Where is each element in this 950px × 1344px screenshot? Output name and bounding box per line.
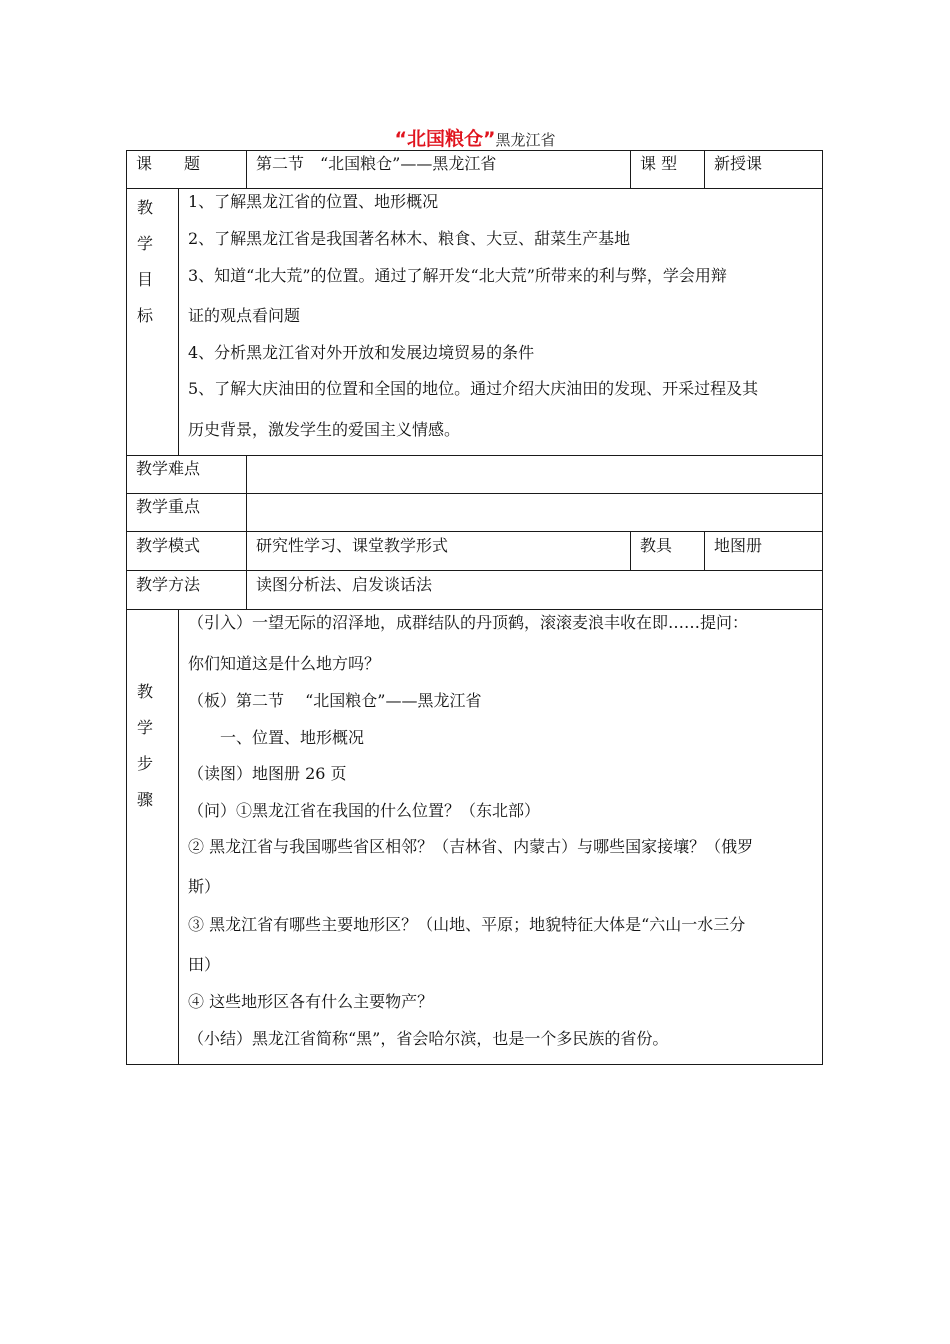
key-points-label: 教学重点: [136, 497, 201, 516]
lesson-type-value: 新授课: [714, 154, 763, 173]
step-line: ④ 这些地形区各有什么主要物产？: [188, 992, 434, 1011]
objective-line: 2、了解黑龙江省是我国著名林木、粮食、大豆、甜菜生产基地: [188, 229, 631, 248]
step-line: （读图）地图册 26 页: [188, 764, 347, 783]
objective-line: 3、知道“北大荒”的位置。通过了解开发“北大荒”所带来的利与弊，学会用辩: [188, 266, 727, 285]
document-title: [0, 124, 950, 151]
objective-line: 历史背景，激发学生的爱国主义情感。: [188, 420, 461, 439]
tools-label: 教具: [640, 536, 673, 555]
steps-label: 教学步骤: [136, 682, 153, 809]
method-value: 读图分析法、启发谈话法: [256, 575, 433, 594]
difficulty-label: 教学难点: [136, 459, 201, 478]
topic-label: 课 题: [136, 154, 201, 173]
step-line: 一、位置、地形概况: [188, 728, 365, 747]
objective-line: 证的观点看问题: [188, 306, 301, 325]
objective-line: 1、了解黑龙江省的位置、地形概况: [188, 192, 439, 211]
step-line: 斯）: [188, 877, 221, 896]
step-line: ③ 黑龙江省有哪些主要地形区？（山地、平原；地貌特征大体是“六山一水三分: [188, 915, 746, 934]
objective-line: 5、了解大庆油田的位置和全国的地位。通过介绍大庆油田的发现、开采过程及其: [188, 379, 759, 398]
mode-value: 研究性学习、课堂教学形式: [256, 536, 449, 555]
mode-label: 教学模式: [136, 536, 201, 555]
tools-value: 地图册: [714, 536, 763, 555]
lesson-type-label: 课 型: [640, 154, 678, 173]
step-line: （小结）黑龙江省简称“黑”，省会哈尔滨，也是一个多民族的省份。: [188, 1029, 669, 1048]
objectives-label: 教学目标: [136, 198, 153, 325]
step-line: ② 黑龙江省与我国哪些省区相邻？（吉林省、内蒙古）与哪些国家接壤？（俄罗: [188, 837, 754, 856]
step-line: （引入）一望无际的沼泽地，成群结队的丹顶鹤，滚滚麦浪丰收在即……提问：: [188, 613, 749, 632]
title-main: “北国粮仓”: [394, 128, 496, 150]
title-sub: 黑龙江省: [495, 131, 556, 149]
objective-line: 4、分析黑龙江省对外开放和发展边境贸易的条件: [188, 343, 535, 362]
method-label: 教学方法: [136, 575, 201, 594]
step-line: （板）第二节 “北国粮仓”——黑龙江省: [188, 691, 482, 710]
step-line: 你们知道这是什么地方吗？: [188, 654, 381, 673]
topic-value: 第二节 “北国粮仓”——黑龙江省: [256, 154, 497, 173]
step-line: （问）①黑龙江省在我国的什么位置？（东北部）: [188, 801, 541, 820]
step-line: 田）: [188, 955, 221, 974]
